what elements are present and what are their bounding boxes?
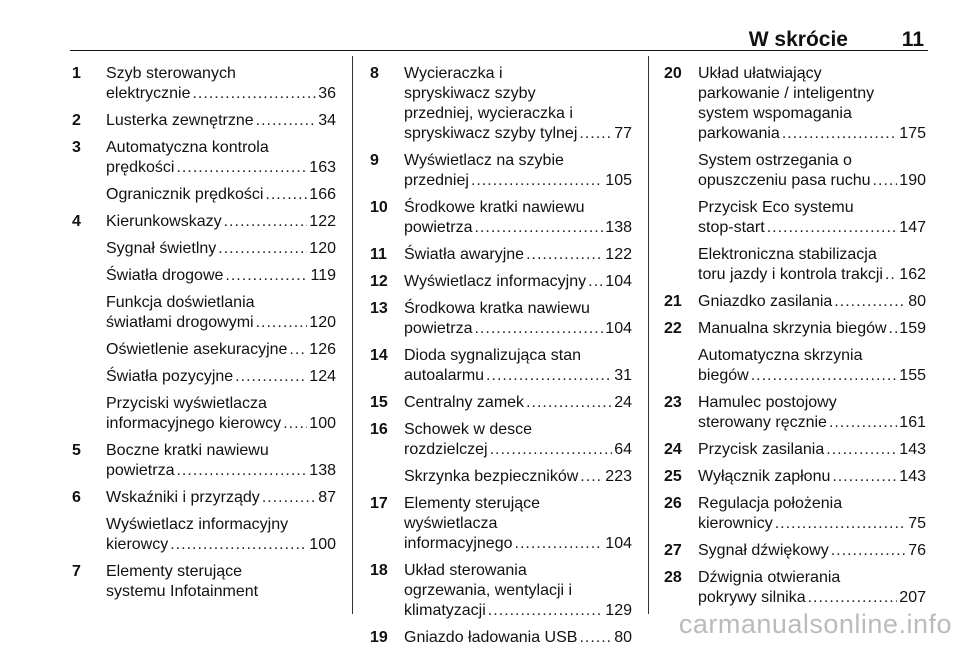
dot-leader: [262, 488, 316, 508]
page-reference[interactable]: 120: [309, 240, 336, 257]
page-reference[interactable]: 104: [605, 320, 632, 337]
dot-leader: [218, 239, 307, 259]
entry-text: Sygnał świetlny: [106, 240, 217, 257]
index-subentry[interactable]: [72, 185, 336, 205]
item-number: 28: [664, 569, 682, 586]
entry-line-with-page: [698, 124, 926, 144]
page-reference[interactable]: 31: [614, 367, 632, 384]
dot-leader: [889, 319, 898, 339]
entry-text: System ostrzegania o: [698, 152, 852, 169]
watermark: carmanualsonline.info: [678, 609, 952, 639]
entry-text: ogrzewania, wentylacji i: [404, 582, 573, 599]
index-entry[interactable]: [72, 488, 336, 508]
index-entry[interactable]: [370, 245, 632, 265]
entry-text: Wyświetlacz informacyjny: [106, 516, 289, 533]
entry-text: Światła awaryjne: [404, 246, 525, 263]
dot-leader: [176, 158, 307, 178]
entry-text: Manualna skrzynia biegów: [698, 320, 887, 337]
entry-text: Światła drogowe: [106, 267, 224, 284]
item-number: 2: [72, 112, 81, 129]
entry-line-with-page: [698, 265, 926, 285]
page-reference[interactable]: 175: [899, 125, 926, 142]
entry-line-with-page: [106, 111, 336, 131]
index-entry[interactable]: [370, 628, 632, 648]
item-number: 15: [370, 394, 388, 411]
page-header: [70, 28, 928, 51]
entry-text: Światła pozycyjne: [106, 368, 234, 385]
dot-leader: [471, 171, 603, 191]
entry-text: Boczne kratki nawiewu: [106, 442, 269, 459]
item-number: 8: [370, 65, 379, 82]
entry-line-with-page: [698, 218, 926, 238]
entry-text: Elementy sterujące: [404, 495, 541, 512]
entry-text: Środkowa kratka nawiewu: [404, 300, 590, 317]
index-entry[interactable]: [664, 319, 926, 339]
entry-text: Gniazdko zasilania: [698, 293, 833, 310]
page-number: 11: [901, 28, 924, 51]
index-subentry[interactable]: [72, 340, 336, 360]
dot-leader: [265, 185, 307, 205]
entry-text: system wspomagania: [698, 105, 852, 122]
item-number: 10: [370, 199, 388, 216]
dot-leader: [176, 461, 307, 481]
entry-text: Przycisk zasilania: [698, 441, 825, 458]
dot-leader: [873, 171, 898, 191]
index-entry[interactable]: [664, 467, 926, 487]
item-number: 13: [370, 300, 388, 317]
page-reference[interactable]: 122: [605, 246, 632, 263]
entry-text: powietrza: [106, 462, 175, 479]
index-subentry[interactable]: [72, 266, 336, 286]
page-reference[interactable]: 129: [605, 602, 632, 619]
page-reference[interactable]: 104: [605, 273, 632, 290]
page-reference[interactable]: 64: [614, 441, 632, 458]
dot-leader: [256, 111, 317, 131]
index-entry[interactable]: [664, 494, 926, 534]
entry-text: Przyciski wyświetlacza: [106, 395, 267, 412]
page-reference[interactable]: 36: [318, 85, 336, 102]
column-divider: [648, 56, 649, 614]
entry-text: Schowek w desce: [404, 421, 533, 438]
index-entry[interactable]: [370, 151, 632, 191]
entry-text: Ogranicznik prędkości: [106, 186, 264, 203]
dot-leader: [490, 440, 613, 460]
page-reference[interactable]: 119: [310, 267, 336, 284]
entry-line-with-page: [404, 366, 632, 386]
item-number: 3: [72, 139, 81, 156]
page-reference[interactable]: 207: [899, 589, 926, 606]
entry-text: Elektroniczna stabilizacja: [698, 246, 877, 263]
page-reference[interactable]: 138: [605, 219, 632, 236]
entry-line-with-page: [698, 366, 926, 386]
index-entry[interactable]: [370, 299, 632, 339]
page-reference[interactable]: 155: [899, 367, 926, 384]
item-number: 9: [370, 152, 379, 169]
entry-line-with-page: [404, 628, 632, 648]
entry-line-with-page: [698, 588, 926, 608]
entry-line-with-page: [106, 84, 336, 104]
dot-leader: [782, 124, 897, 144]
entry-line-with-page: [404, 467, 632, 487]
entry-line-with-page: [106, 158, 336, 178]
entry-text: Hamulec postojowy: [698, 394, 837, 411]
index-entry[interactable]: [664, 440, 926, 460]
entry-text: parkowania: [698, 125, 780, 142]
entry-text: sterowany ręcznie: [698, 414, 827, 431]
page-reference[interactable]: 138: [309, 462, 336, 479]
dot-leader: [767, 218, 898, 238]
toc-column-2: [370, 64, 632, 655]
page-title: W skrócie: [748, 28, 848, 51]
index-entry[interactable]: [370, 561, 632, 621]
index-subentry[interactable]: [664, 151, 926, 191]
entry-line-with-page: [106, 488, 336, 508]
page-reference[interactable]: 105: [605, 172, 632, 189]
entry-text: pokrywy silnika: [698, 589, 806, 606]
index-entry[interactable]: [370, 346, 632, 386]
entry-text: Sygnał dźwiękowy: [698, 542, 829, 559]
entry-line-with-page: [404, 393, 632, 413]
entry-text: spryskiwacz szyby tylnej: [404, 125, 578, 142]
index-entry[interactable]: [370, 198, 632, 238]
dot-leader: [474, 319, 603, 339]
page-reference[interactable]: 190: [899, 172, 926, 189]
dot-leader: [283, 414, 307, 434]
entry-text: klimatyzacji: [404, 602, 486, 619]
page-reference[interactable]: 104: [605, 535, 632, 552]
index-subentry[interactable]: [72, 239, 336, 259]
index-subentry[interactable]: [664, 245, 926, 285]
entry-text: prędkości: [106, 159, 175, 176]
item-number: 27: [664, 542, 682, 559]
page-reference[interactable]: 223: [605, 468, 632, 485]
entry-line-with-page: [698, 319, 926, 339]
page-reference[interactable]: 161: [899, 414, 926, 431]
entry-line-with-page: [698, 292, 926, 312]
index-subentry[interactable]: [664, 346, 926, 386]
entry-line-with-page: [404, 124, 632, 144]
dot-leader: [831, 541, 906, 561]
entry-line-with-page: [106, 266, 336, 286]
index-entry[interactable]: [370, 494, 632, 554]
page-reference[interactable]: 80: [908, 293, 926, 310]
entry-line-with-page: [698, 413, 926, 433]
entry-text: stop-start: [698, 219, 765, 236]
page-reference[interactable]: 75: [908, 515, 926, 532]
index-entry[interactable]: [664, 568, 926, 608]
page-reference[interactable]: 143: [899, 468, 926, 485]
entry-text: Gniazdo ładowania USB: [404, 629, 578, 646]
entry-text: powietrza: [404, 219, 473, 236]
index-entry[interactable]: [72, 64, 336, 104]
index-subentry[interactable]: [370, 467, 632, 487]
toc-column-3: [664, 64, 926, 615]
page-reference[interactable]: 120: [309, 314, 336, 331]
item-number: 6: [72, 489, 81, 506]
dot-leader: [170, 535, 307, 555]
entry-line-with-page: [404, 440, 632, 460]
item-number: 23: [664, 394, 682, 411]
entry-line-with-page: [404, 534, 632, 554]
dot-leader: [235, 367, 307, 387]
entry-text: Automatyczna skrzynia: [698, 347, 863, 364]
entry-text: światłami drogowymi: [106, 314, 254, 331]
entry-text: Szyb sterowanych: [106, 65, 236, 82]
entry-text: autoalarmu: [404, 367, 485, 384]
page-reference[interactable]: 166: [309, 186, 336, 203]
entry-text: Układ ułatwiający: [698, 65, 822, 82]
index-entry[interactable]: [664, 541, 926, 561]
index-entry[interactable]: [370, 393, 632, 413]
index-entry[interactable]: [72, 111, 336, 131]
page-reference[interactable]: 143: [899, 441, 926, 458]
entry-text: powietrza: [404, 320, 473, 337]
entry-line-with-page: [106, 340, 336, 360]
entry-line-with-page: [106, 461, 336, 481]
dot-leader: [885, 265, 897, 285]
entry-text: Wyświetlacz na szybie: [404, 152, 564, 169]
entry-text: parkowanie / inteligentny: [698, 85, 875, 102]
toc-column-1: [72, 64, 336, 609]
entry-line-with-page: [106, 239, 336, 259]
entry-text: Wyłącznik zapłonu: [698, 468, 831, 485]
dot-leader: [526, 245, 603, 265]
dot-leader: [579, 124, 612, 144]
page-reference[interactable]: 77: [614, 125, 632, 142]
item-number: 25: [664, 468, 682, 485]
dot-leader: [588, 272, 603, 292]
item-number: 20: [664, 65, 682, 82]
item-number: 5: [72, 442, 81, 459]
item-number: 1: [72, 65, 81, 82]
dot-leader: [832, 467, 897, 487]
entry-line-with-page: [106, 367, 336, 387]
dot-leader: [526, 393, 612, 413]
column-divider: [352, 56, 353, 614]
entry-text: Dźwignia otwierania: [698, 569, 841, 586]
index-entry[interactable]: [370, 272, 632, 292]
entry-text: Wyświetlacz informacyjny: [404, 273, 587, 290]
entry-text: systemu Infotainment: [106, 583, 259, 600]
index-entry[interactable]: [664, 393, 926, 433]
dot-leader: [486, 366, 612, 386]
entry-text: wyświetlacza: [404, 515, 498, 532]
page-reference[interactable]: 87: [318, 489, 336, 506]
index-entry[interactable]: [370, 64, 632, 144]
entry-text: Oświetlenie asekuracyjne: [106, 341, 288, 358]
dot-leader: [289, 340, 307, 360]
dot-leader: [474, 218, 603, 238]
index-subentry[interactable]: [664, 198, 926, 238]
page-reference[interactable]: 34: [318, 112, 336, 129]
entry-text: kierowcy: [106, 536, 169, 553]
item-number: 19: [370, 629, 388, 646]
entry-text: informacyjnego kierowcy: [106, 415, 282, 432]
entry-line-with-page: [106, 414, 336, 434]
dot-leader: [580, 467, 603, 487]
entry-line-with-page: [698, 467, 926, 487]
entry-line-with-page: [698, 514, 926, 534]
entry-line-with-page: [106, 212, 336, 232]
index-subentry[interactable]: [72, 367, 336, 387]
entry-text: opuszczeniu pasa ruchu: [698, 172, 871, 189]
item-number: 22: [664, 320, 682, 337]
entry-line-with-page: [404, 171, 632, 191]
entry-line-with-page: [106, 185, 336, 205]
entry-text: biegów: [698, 367, 749, 384]
item-number: 26: [664, 495, 682, 512]
entry-line-with-page: [404, 245, 632, 265]
entry-text: Elementy sterujące: [106, 563, 243, 580]
index-entry[interactable]: [72, 562, 336, 602]
item-number: 7: [72, 563, 81, 580]
page-reference[interactable]: 147: [899, 219, 926, 236]
item-number: 18: [370, 562, 388, 579]
page-reference[interactable]: 100: [309, 415, 336, 432]
entry-text: Układ sterowania: [404, 562, 527, 579]
page-reference[interactable]: 163: [309, 159, 336, 176]
dot-leader: [808, 588, 898, 608]
item-number: 12: [370, 273, 388, 290]
dot-leader: [579, 628, 612, 648]
entry-text: Automatyczna kontrola: [106, 139, 269, 156]
item-number: 4: [72, 213, 81, 230]
item-number: 17: [370, 495, 388, 512]
entry-text: Skrzynka bezpieczników: [404, 468, 579, 485]
entry-text: przedniej: [404, 172, 469, 189]
item-number: 16: [370, 421, 388, 438]
item-number: 24: [664, 441, 682, 458]
dot-leader: [515, 534, 604, 554]
dot-leader: [775, 514, 907, 534]
index-entry[interactable]: [370, 420, 632, 460]
page-reference[interactable]: 100: [309, 536, 336, 553]
index-subentry[interactable]: [72, 394, 336, 434]
page-reference[interactable]: 122: [309, 213, 336, 230]
entry-text: Centralny zamek: [404, 394, 525, 411]
item-number: 11: [370, 246, 387, 263]
entry-text: przedniej, wycieraczka i: [404, 105, 573, 122]
entry-text: spryskiwacz szyby: [404, 85, 536, 102]
index-entry[interactable]: [72, 212, 336, 232]
entry-line-with-page: [404, 218, 632, 238]
index-subentry[interactable]: [72, 293, 336, 333]
index-subentry[interactable]: [72, 515, 336, 555]
dot-leader: [751, 366, 898, 386]
page-reference[interactable]: 124: [309, 368, 336, 385]
dot-leader: [834, 292, 906, 312]
entry-text: Środkowe kratki nawiewu: [404, 199, 585, 216]
entry-text: Wskaźniki i przyrządy: [106, 489, 260, 506]
entry-text: Kierunkowskazy: [106, 213, 222, 230]
entry-text: Lusterka zewnętrzne: [106, 112, 254, 129]
page-reference[interactable]: 80: [614, 629, 632, 646]
page-reference[interactable]: 159: [899, 320, 926, 337]
dot-leader: [225, 266, 308, 286]
entry-line-with-page: [698, 541, 926, 561]
entry-line-with-page: [106, 535, 336, 555]
entry-text: rozdzielczej: [404, 441, 488, 458]
dot-leader: [488, 601, 604, 621]
index-entry[interactable]: [72, 441, 336, 481]
entry-text: Dioda sygnalizująca stan: [404, 347, 581, 364]
page-reference[interactable]: 24: [614, 394, 632, 411]
dot-leader: [829, 413, 897, 433]
entry-line-with-page: [404, 319, 632, 339]
entry-text: Regulacja położenia: [698, 495, 843, 512]
index-entry[interactable]: [664, 64, 926, 144]
entry-text: Wycieraczka i: [404, 65, 503, 82]
item-number: 14: [370, 347, 388, 364]
entry-line-with-page: [698, 171, 926, 191]
entry-text: kierownicy: [698, 515, 773, 532]
dot-leader: [256, 313, 308, 333]
entry-text: Przycisk Eco systemu: [698, 199, 854, 216]
index-entry[interactable]: [72, 138, 336, 178]
index-entry[interactable]: [664, 292, 926, 312]
entry-text: informacyjnego: [404, 535, 513, 552]
entry-text: toru jazdy i kontrola trakcji: [698, 266, 883, 283]
entry-line-with-page: [404, 601, 632, 621]
item-number: 21: [664, 293, 682, 310]
dot-leader: [826, 440, 897, 460]
entry-line-with-page: [404, 272, 632, 292]
page-reference[interactable]: 162: [899, 266, 926, 283]
entry-line-with-page: [106, 313, 336, 333]
page-reference[interactable]: 126: [309, 341, 336, 358]
page-reference[interactable]: 76: [908, 542, 926, 559]
entry-line-with-page: [698, 440, 926, 460]
entry-text: elektrycznie: [106, 85, 191, 102]
entry-text: Funkcja doświetlania: [106, 294, 255, 311]
dot-leader: [224, 212, 308, 232]
dot-leader: [192, 84, 316, 104]
